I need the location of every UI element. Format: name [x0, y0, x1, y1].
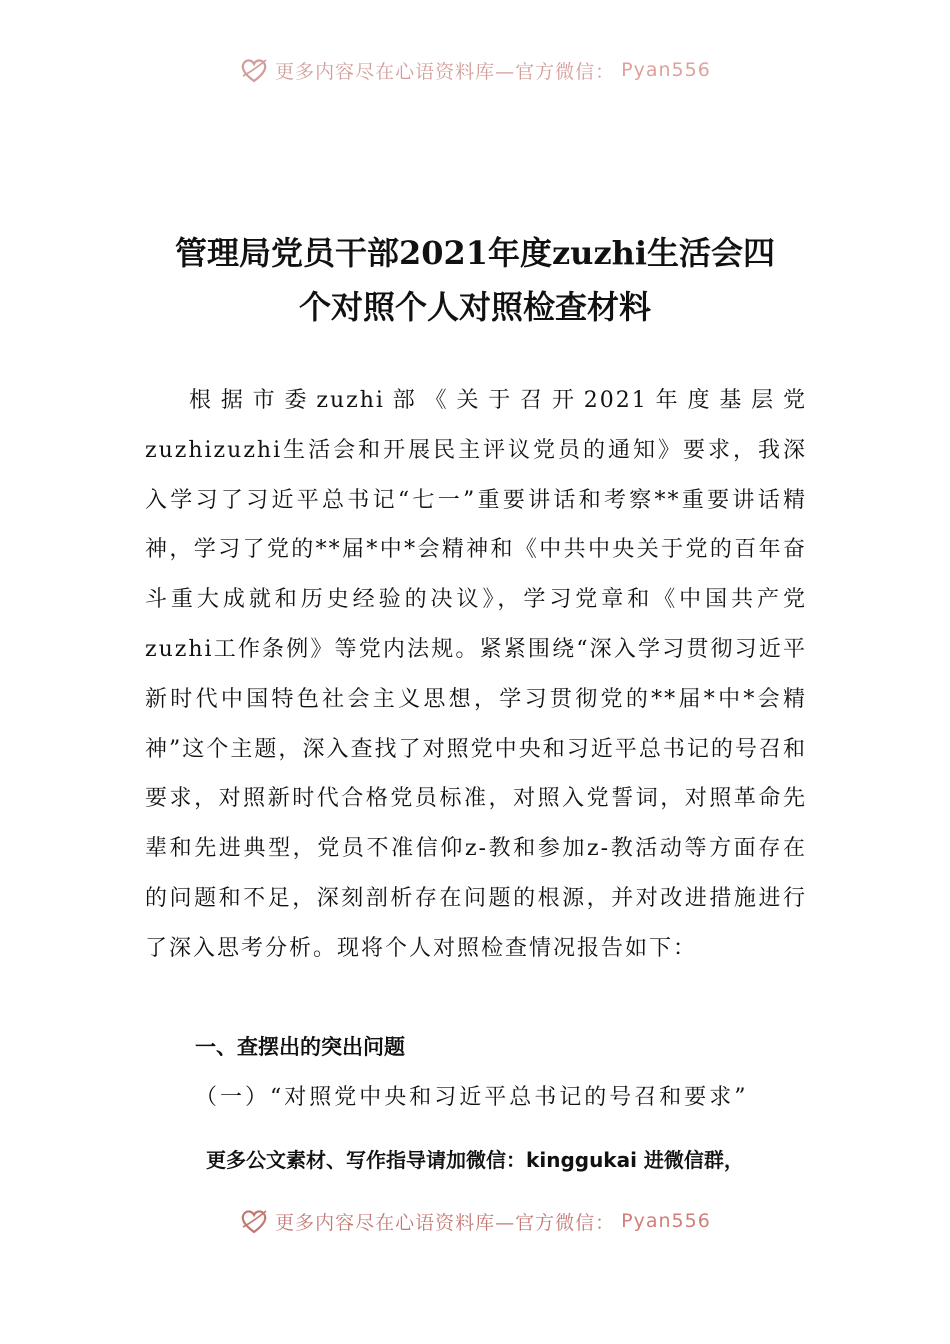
heart-logo-icon [239, 56, 269, 84]
watermark-text: 更多内容尽在心语资料库—官方微信： [275, 1211, 616, 1234]
subsection-heading-1: （一）“对照党中央和习近平总书记的号召和要求” [195, 1085, 749, 1110]
section-heading-1: 一、查摆出的突出问题 [195, 1035, 405, 1059]
watermark-text: 更多内容尽在心语资料库—官方微信： [275, 60, 616, 83]
body-paragraph: 根据市委zuzhi部《关于召开2021年度基层党zuzhizuzhi生活会和开展民主评议党员的通知》要求，我深入学习了习近平总书记“七一”重要讲话和考察**重要讲话精神，学习了党的**届*中*会精神和《中共中央关于党的百年奋斗重大成就和历史经验的决议》，学习党章和《中国共产党zuzhi工作条例》等党内法规。紧紧围绕“深入学习贯彻习近平新时代中国特色社会主义思想，学习贯彻党的**届*中*会精神”这个主题，深入查找了对照党中央和习近平总书记的号召和要求，对照新时代合格党员标准，对照入党誓词，对照革命先辈和先进典型，党员不准信仰z-教和参加z-教活动等方面存在的问题和不足，深刻剖析存在问题的根源，并对改进措施进行了深入思考分析。现将个人对照检查情况报告如下： [145, 388, 807, 961]
heart-logo-icon [239, 1207, 269, 1235]
title-line-2: 个对照个人对照检查材料 [298, 288, 651, 326]
title-line-1: 管理局党员干部2021年度zuzhi生活会四 [174, 234, 776, 272]
watermark-header [0, 56, 950, 84]
document-title [120, 226, 830, 334]
watermark-id: Pyan556 [621, 59, 711, 81]
promo-line: 更多公文素材、写作指导请加微信：kinggukai 进微信群， [206, 1148, 744, 1172]
watermark-footer [0, 1207, 950, 1235]
watermark-id: Pyan556 [621, 1210, 711, 1232]
